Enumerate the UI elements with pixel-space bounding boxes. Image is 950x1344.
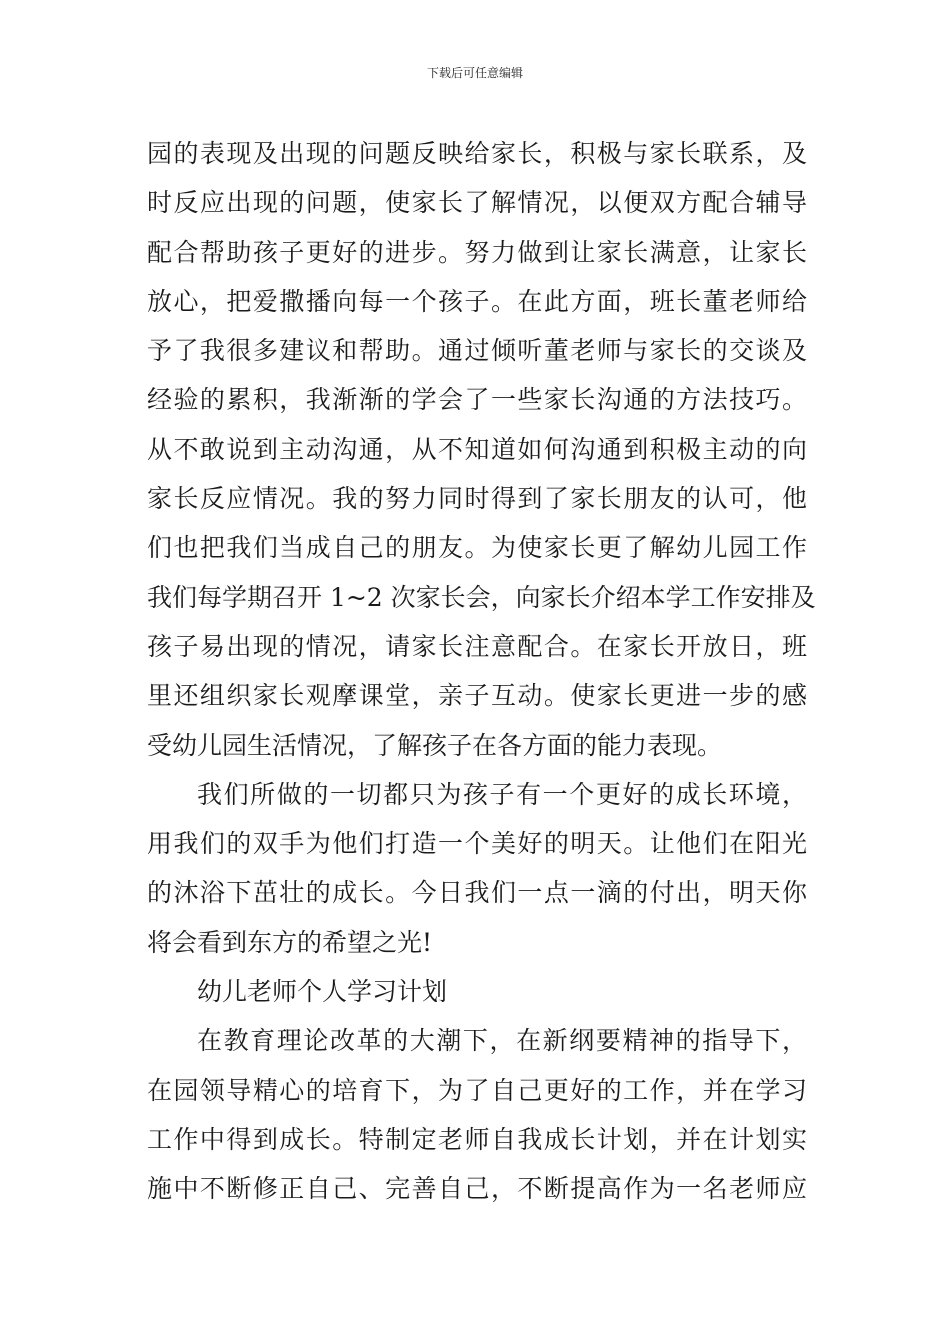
text-line: 受幼儿园生活情况，了解孩子在各方面的能力表现。 [147, 730, 723, 760]
text-line: 时反应出现的问题，使家长了解情况，以便双方配合辅导 [147, 188, 807, 218]
text-line: 在园领导精心的培育下，为了自己更好的工作，并在学习 [147, 1075, 807, 1105]
text-line: 将会看到东方的希望之光! [147, 927, 433, 957]
text-line: 我们所做的一切都只为孩子有一个更好的成长环境， [197, 779, 807, 809]
text-line: 施中不断修正自己、完善自己，不断提高作为一名老师应 [147, 1174, 807, 1204]
document-body [147, 129, 816, 1214]
text-line: 经验的累积，我渐渐的学会了一些家长沟通的方法技巧。 [147, 385, 807, 415]
section-title: 幼儿老师个人学习计划 [197, 977, 448, 1007]
text-line: 我们每学期召开 1~2 次家长会，向家长介绍本学工作安排及 [147, 582, 816, 612]
text-line: 放心，把爱撒播向每一个孩子。在此方面，班长董老师给 [147, 286, 807, 316]
text-line: 用我们的双手为他们打造一个美好的明天。让他们在阳光 [147, 829, 807, 859]
text-line: 配合帮助孩子更好的进步。努力做到让家长满意，让家长 [147, 237, 807, 267]
text-line: 家长反应情况。我的努力同时得到了家长朋友的认可，他 [147, 484, 807, 514]
paragraph-study-plan [147, 1016, 807, 1213]
text-line: 里还组织家长观摩课堂，亲子互动。使家长更进一步的感 [147, 681, 807, 711]
text-line: 孩子易出现的情况，请家长注意配合。在家长开放日，班 [147, 631, 807, 661]
paragraph-closing [147, 770, 807, 967]
page-header-note: 下载后可任意编辑 [426, 66, 523, 80]
text-line: 们也把我们当成自己的朋友。为使家长更了解幼儿园工作 [147, 533, 807, 563]
text-line: 的沐浴下茁壮的成长。今日我们一点一滴的付出，明天你 [147, 878, 807, 908]
text-line: 从不敢说到主动沟通，从不知道如何沟通到积极主动的向 [147, 434, 807, 464]
text-line: 在教育理论改革的大潮下，在新纲要精神的指导下， [197, 1026, 807, 1056]
text-line: 工作中得到成长。特制定老师自我成长计划，并在计划实 [147, 1124, 807, 1154]
text-line: 予了我很多建议和帮助。通过倾听董老师与家长的交谈及 [147, 336, 807, 366]
section-heading [147, 967, 807, 1016]
paragraph-parent-communication [147, 129, 816, 770]
text-line: 园的表现及出现的问题反映给家长，积极与家长联系，及 [147, 139, 807, 168]
